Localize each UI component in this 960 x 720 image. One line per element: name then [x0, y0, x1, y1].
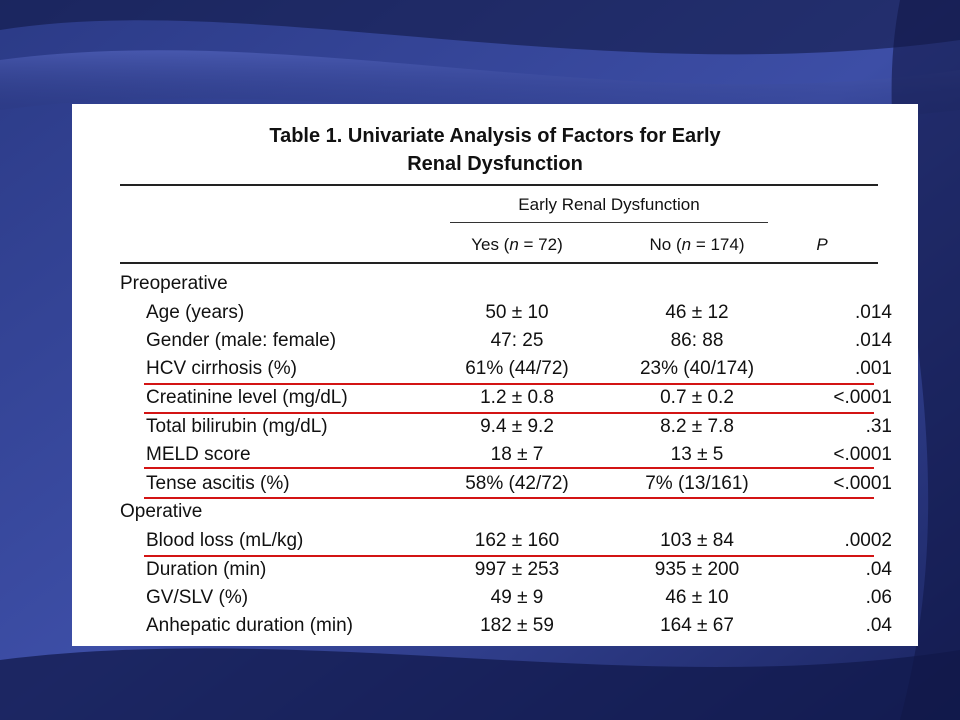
row-label: Blood loss (mL/kg) — [146, 530, 304, 551]
row-label: Anhepatic duration (min) — [146, 615, 353, 636]
col-header-p: P — [816, 235, 828, 254]
row-yes: 61% (44/72) — [465, 358, 569, 379]
group-header-rule — [450, 222, 768, 223]
header-rule — [120, 262, 878, 264]
row-p: .014 — [855, 330, 892, 351]
row-p: .31 — [865, 416, 892, 437]
top-rule — [120, 184, 878, 186]
row-p: <.0001 — [833, 473, 892, 494]
row-no: 8.2 ± 7.8 — [660, 416, 734, 437]
highlight-line — [144, 383, 874, 385]
col-header-no: No (n = 174) — [649, 235, 745, 254]
row-p: <.0001 — [833, 387, 892, 408]
table-title-line2: Renal Dysfunction — [407, 153, 583, 175]
row-no: 103 ± 84 — [660, 530, 734, 551]
highlight-line — [144, 555, 874, 557]
row-p: .0002 — [844, 530, 892, 551]
row-label: MELD score — [146, 444, 251, 465]
row-label: GV/SLV (%) — [146, 587, 249, 608]
row-no: 23% (40/174) — [639, 358, 755, 379]
row-label: Age (years) — [146, 302, 245, 323]
highlight-line — [144, 412, 874, 414]
row-yes: 182 ± 59 — [480, 615, 554, 636]
row-no: 86: 88 — [670, 330, 724, 351]
row-no: 46 ± 10 — [665, 587, 729, 608]
row-no: 0.7 ± 0.2 — [660, 387, 734, 408]
row-no: 7% (13/161) — [645, 473, 749, 494]
col-header-yes: Yes (n = 72) — [471, 235, 563, 254]
section-operative: Operative — [120, 501, 203, 522]
row-yes: 50 ± 10 — [485, 302, 549, 323]
row-no: 935 ± 200 — [654, 559, 740, 580]
row-yes: 18 ± 7 — [490, 444, 544, 465]
row-label: Gender (male: female) — [146, 330, 337, 351]
row-p: .014 — [855, 302, 892, 323]
row-yes: 997 ± 253 — [474, 559, 560, 580]
row-p: .06 — [865, 587, 892, 608]
row-yes: 9.4 ± 9.2 — [480, 416, 554, 437]
table-title-line1: Table 1. Univariate Analysis of Factors for Early — [269, 125, 721, 147]
row-no: 46 ± 12 — [665, 302, 729, 323]
row-p: .001 — [855, 358, 892, 379]
section-preoperative: Preoperative — [120, 273, 228, 294]
highlight-line — [144, 467, 874, 469]
row-yes: 58% (42/72) — [465, 473, 569, 494]
table-panel — [72, 104, 918, 646]
row-no: 164 ± 67 — [660, 615, 734, 636]
highlight-line — [144, 497, 874, 499]
row-label: Tense ascitis (%) — [146, 473, 290, 494]
row-label: Total bilirubin (mg/dL) — [146, 416, 328, 437]
row-label: HCV cirrhosis (%) — [146, 358, 297, 379]
row-yes: 49 ± 9 — [490, 587, 544, 608]
table-title — [72, 122, 918, 178]
row-yes: 1.2 ± 0.8 — [480, 387, 554, 408]
row-p: .04 — [865, 615, 892, 636]
group-header: Early Renal Dysfunction — [518, 195, 700, 214]
row-label: Duration (min) — [146, 559, 267, 580]
row-p: .04 — [865, 559, 892, 580]
row-yes: 162 ± 160 — [474, 530, 560, 551]
row-no: 13 ± 5 — [670, 444, 724, 465]
row-p: <.0001 — [833, 444, 892, 465]
row-label: Creatinine level (mg/dL) — [146, 387, 348, 408]
row-yes: 47: 25 — [490, 330, 544, 351]
